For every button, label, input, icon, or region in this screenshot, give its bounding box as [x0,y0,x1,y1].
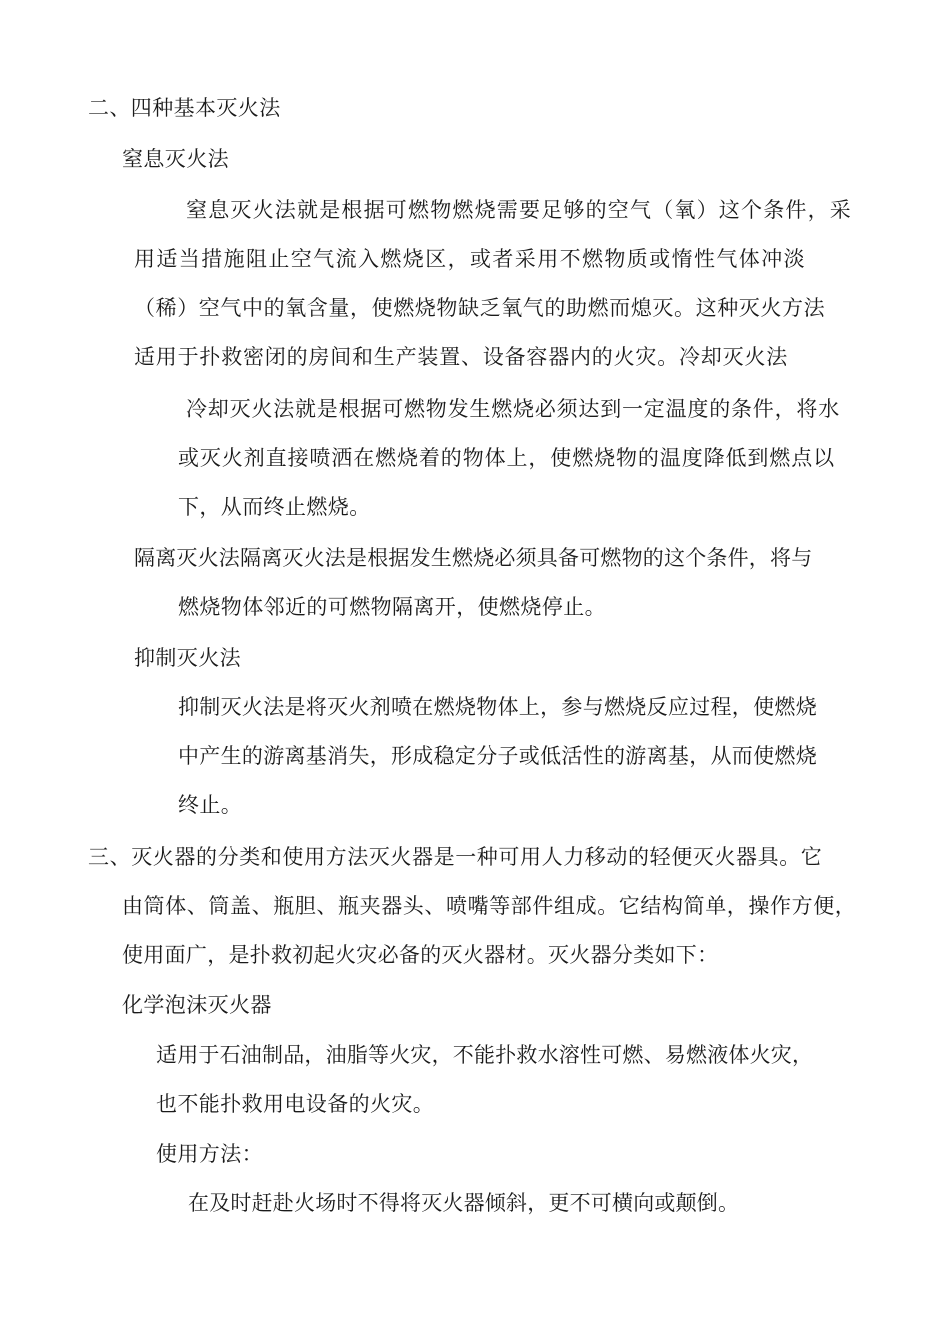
paragraph-line: 在及时赶赴火场时不得将灭火器倾斜，更不可横向或颠倒。 [188,1191,740,1215]
section-heading-2: 二、四种基本灭火法 [88,96,281,120]
paragraph-line: 冷却灭火法就是根据可燃物发生燃烧必须达到一定温度的条件，将水 [186,397,840,421]
paragraph-line: 或灭火剂直接喷洒在燃烧着的物体上，使燃烧物的温度降低到燃点以 [178,446,835,470]
paragraph-line: 终止。 [178,793,243,817]
subheading-suffocation: 窒息灭火法 [122,147,229,171]
paragraph-line: （稀）空气中的氧含量，使燃烧物缺乏氧气的助燃而熄灭。这种灭火方法 [134,296,826,320]
paragraph-line: 适用于石油制品，油脂等火灾，不能扑救水溶性可燃、易燃液体火灾， [156,1043,814,1067]
paragraph-line: 下，从而终止燃烧。 [178,495,371,519]
subheading-usage: 使用方法： [156,1142,263,1166]
subheading-foam-extinguisher: 化学泡沫灭火器 [122,993,272,1017]
paragraph-line: 隔离灭火法隔离灭火法是根据发生燃烧必须具备可燃物的这个条件，将与 [134,546,813,570]
paragraph-line: 由筒体、筒盖、瓶胆、瓶夹器头、喷嘴等部件组成。它结构简单，操作方便， [122,894,857,918]
paragraph-line: 也不能扑救用电设备的火灾。 [156,1092,435,1116]
paragraph-line: 适用于扑救密闭的房间和生产装置、设备容器内的火灾。冷却灭火法 [134,345,788,369]
paragraph-line: 窒息灭火法就是根据可燃物燃烧需要足够的空气（氧）这个条件，采 [186,198,852,222]
section-heading-3: 三、灭火器的分类和使用方法灭火器是一种可用人力移动的轻便灭火器具。它 [88,845,823,869]
subheading-inhibition: 抑制灭火法 [134,646,241,670]
paragraph-line: 用适当措施阻止空气流入燃烧区，或者采用不燃物质或惰性气体冲淡 [134,247,806,271]
paragraph-line: 抑制灭火法是将灭火剂喷在燃烧物体上，参与燃烧反应过程，使燃烧 [178,695,817,719]
paragraph-line: 燃烧物体邻近的可燃物隔离开，使燃烧停止。 [178,595,606,619]
paragraph-line: 中产生的游离基消失，形成稳定分子或低活性的游离基，从而使燃烧 [178,744,817,768]
paragraph-line: 使用面广，是扑救初起火灾必备的灭火器材。灭火器分类如下： [122,943,719,967]
